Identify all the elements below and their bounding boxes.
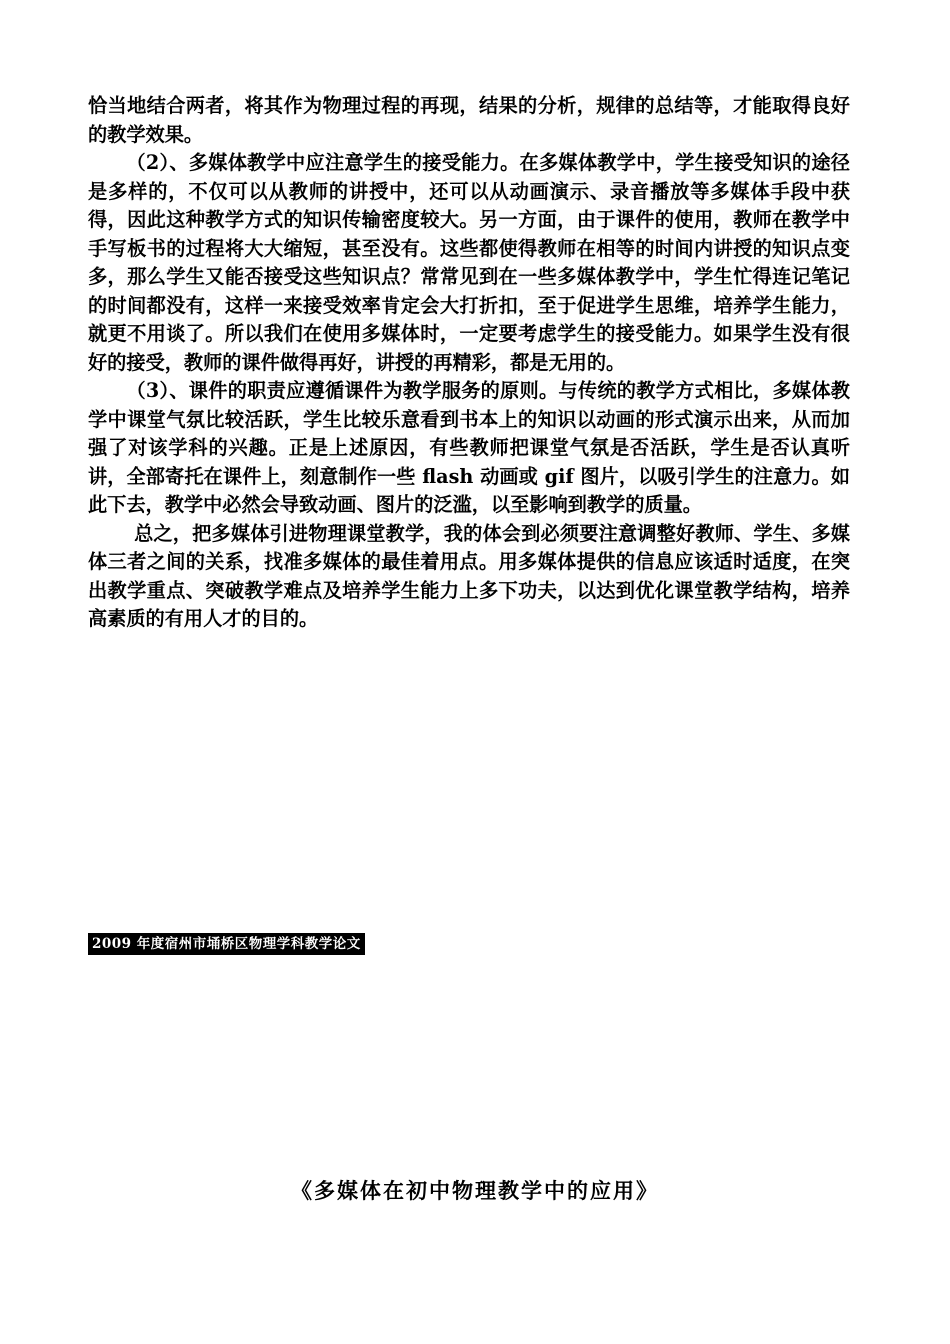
paragraph-point-2: （2）、多媒体教学中应注意学生的接受能力。在多媒体教学中，学生接受知识的途径是多样的，不仅可以从教师的讲授中，还可以从动画演示、录音播放等多媒体手段中获得，因此这种教学方式的知识传输密度较大。另一方面，由于课件的使用，教师在教学中手写板书的过程将大大缩短，甚至没有。这些都使得教师在相等的时间内讲授的知识点变多，那么学生又能否接受这些知识点？常常见到在一些多媒体教学中，学生忙得连记笔记的时间都没有，这样一来接受效率肯定会大打折扣，至于促进学生思维，培养学生能力，就更不用谈了。所以我们在使用多媒体时，一定要考虑学生的接受能力。如果学生没有很好的接受，教师的课件做得再好，讲授的再精彩，都是无用的。 (88, 151, 850, 374)
paragraph-point-3: （3）、课件的职责应遵循课件为教学服务的原则。与传统的教学方式相比，多媒体教学中课堂气氛比较活跃，学生比较乐意看到书本上的知识以动画的形式演示出来，从而加强了对该学科的兴趣。正是上述原因，有些教师把课堂气氛是否活跃，学生是否认真听讲，全部寄托在课件上，刻意制作一些 flash 动画或 gif 图片，以吸引学生的注意力。如此下去，教学中必然会导致动画、图片的泛滥，以至影响到教学的质量。 (88, 379, 850, 516)
article-body (88, 92, 850, 634)
paragraph-conclusion: 总之，把多媒体引进物理课堂教学，我的体会到必须要注意调整好教师、学生、多媒体三者之间的关系，找准多媒体的最佳着用点。用多媒体提供的信息应该适时适度，在突出教学重点、突破教学难点及培养学生能力上多下功夫，以达到优化课堂教学结构，培养高素质的有用人才的目的。 (88, 521, 850, 630)
cover-label: 2009 年度宿州市埇桥区物理学科教学论文 (88, 933, 365, 955)
cover-title: 《多媒体在初中物理教学中的应用》 (291, 1178, 659, 1203)
paragraph-continuation: 恰当地结合两者，将其作为物理过程的再现，结果的分析，规律的总结等，才能取得良好的教学效果。 (88, 94, 850, 146)
